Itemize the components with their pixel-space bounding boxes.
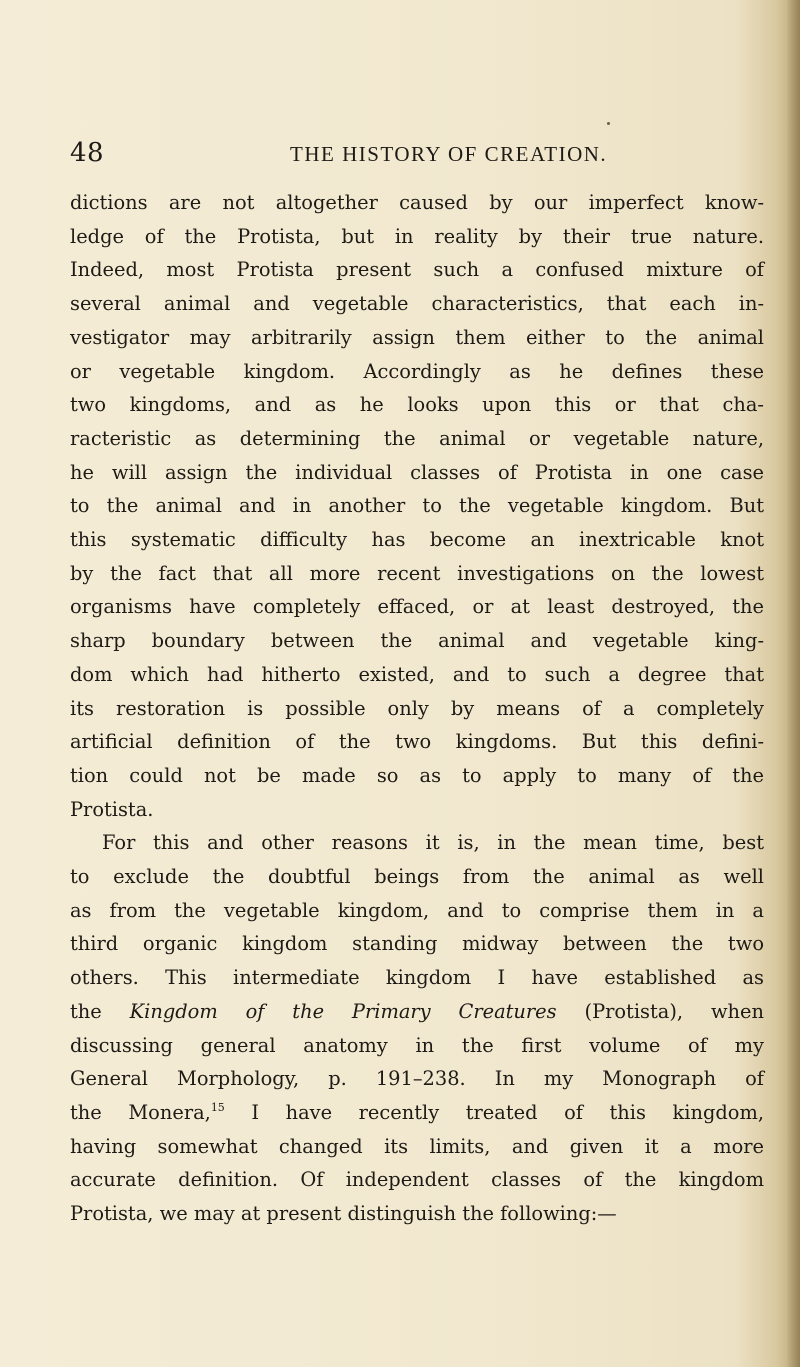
text-fragment: the bbox=[70, 999, 130, 1023]
footnote-reference: 15 bbox=[210, 1100, 225, 1114]
text-line: to exclude the doubtful beings from the animal as well bbox=[70, 865, 764, 889]
paragraph-1 bbox=[70, 186, 764, 826]
text-line: artificial definition of the two kingdoms. But this defini- bbox=[70, 730, 764, 754]
text-line: organisms have completely effaced, or at least destroyed, the bbox=[70, 595, 764, 619]
text-line: Protista, we may at present distinguish the following:— bbox=[70, 1202, 617, 1226]
body-text bbox=[70, 186, 764, 1231]
text-line: General Morphology, p. 191–238. In my Monograph of bbox=[70, 1067, 764, 1091]
text-line: discussing general anatomy in the first volume of my bbox=[70, 1033, 764, 1057]
text-line: accurate definition. Of independent classes of the kingdom bbox=[70, 1168, 764, 1192]
text-line: two kingdoms, and as he looks upon this or that cha- bbox=[70, 393, 764, 417]
ink-speck bbox=[607, 122, 610, 125]
text-line bbox=[70, 995, 764, 1029]
text-line: to the animal and in another to the vegetable kingdom. But bbox=[70, 494, 764, 518]
text-line: by the fact that all more recent investigations on the lowest bbox=[70, 561, 764, 585]
text-line: its restoration is possible only by means of a completely bbox=[70, 696, 764, 720]
text-line bbox=[70, 1096, 764, 1130]
text-line: dictions are not altogether caused by our imperfect know- bbox=[70, 191, 764, 214]
text-line: vestigator may arbitrarily assign them either to the animal bbox=[70, 325, 764, 349]
text-line: Protista. bbox=[70, 797, 154, 821]
text-fragment: I have recently treated of this kingdom, bbox=[224, 1100, 764, 1124]
text-line: having somewhat changed its limits, and given it a more bbox=[70, 1134, 764, 1158]
text-line: tion could not be made so as to apply to many of the bbox=[70, 763, 764, 787]
text-line: he will assign the individual classes of Protista in one case bbox=[70, 460, 764, 484]
text-line: this systematic difficulty has become an inextricable knot bbox=[70, 528, 764, 552]
text-line: dom which had hitherto existed, and to such a degree that bbox=[70, 662, 764, 686]
paragraph-2 bbox=[70, 826, 764, 1230]
text-line: or vegetable kingdom. Accordingly as he defines these bbox=[70, 359, 764, 383]
text-line: Indeed, most Protista present such a confused mixture of bbox=[70, 258, 764, 282]
text-line: several animal and vegetable characteristics, that each in- bbox=[70, 292, 764, 316]
text-fragment: (Protista), when bbox=[556, 999, 765, 1023]
text-line: sharp boundary between the animal and vegetable king- bbox=[70, 629, 764, 653]
text-fragment: the Monera, bbox=[70, 1100, 211, 1124]
text-line: others. This intermediate kingdom I have established as bbox=[70, 966, 764, 990]
text-line: third organic kingdom standing midway between the two bbox=[70, 932, 764, 956]
text-line: racteristic as determining the animal or vegetable nature, bbox=[70, 426, 764, 450]
page-number: 48 bbox=[70, 138, 105, 168]
text-line: ledge of the Protista, but in reality by their true nature. bbox=[70, 224, 764, 248]
text-line: as from the vegetable kingdom, and to comprise them in a bbox=[70, 898, 764, 922]
kingdom-name-italic: Kingdom of the Primary Creatures bbox=[129, 999, 557, 1023]
page-header bbox=[0, 138, 800, 178]
page-edge-shadow bbox=[786, 0, 800, 1367]
running-head: THE HISTORY OF CREATION. bbox=[290, 142, 608, 166]
text-line: For this and other reasons it is, in the mean time, best bbox=[102, 831, 764, 855]
